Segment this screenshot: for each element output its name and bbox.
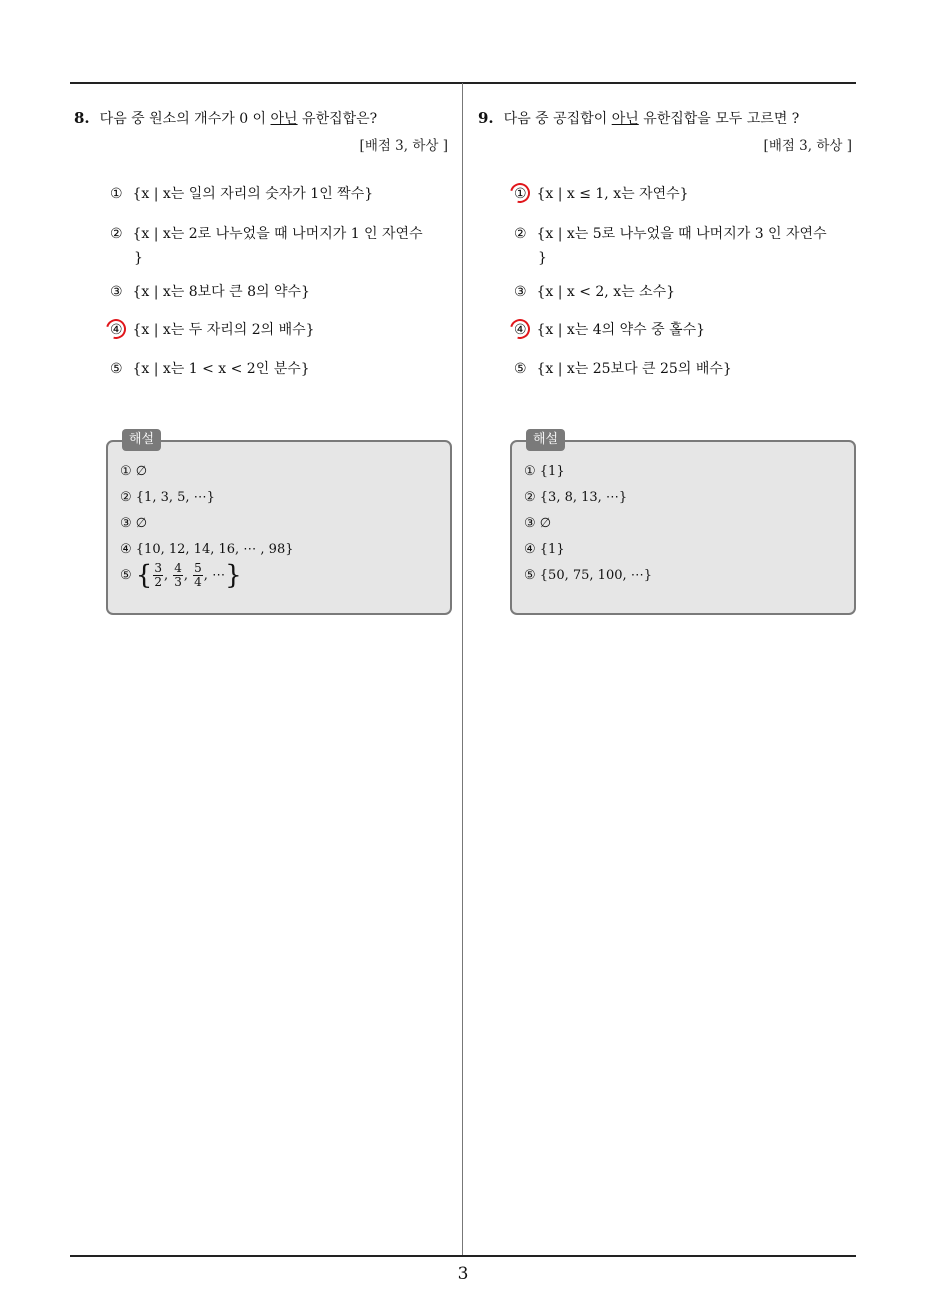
option-marker: ④ <box>110 322 123 338</box>
option-marker: ⑤ <box>110 361 123 377</box>
solution-box <box>106 432 452 615</box>
solution-line-5: ⑤ {50, 75, 100, ⋯} <box>524 568 653 583</box>
option-marker: ③ <box>514 284 527 300</box>
page-number: 3 <box>457 1264 469 1284</box>
fraction: $\frac{3}{2}$ <box>154 561 162 589</box>
solution-line-2: ② {1, 3, 5, ⋯} <box>120 490 215 505</box>
column-divider <box>462 83 463 1257</box>
option-marker: ⑤ <box>514 361 527 377</box>
solution-tag: 해설 <box>122 429 161 451</box>
option-text: {x | x ≤ 1, x는 자연수} <box>536 186 689 202</box>
answer-circle-mark <box>102 315 129 342</box>
option-2[interactable] <box>110 222 450 270</box>
question-number: 9. <box>478 109 494 127</box>
option-text: {x | x는 5로 나누었을 때 나머지가 3 인 자연수 <box>536 226 827 242</box>
solution-marker: ⑤ <box>120 568 132 583</box>
fraction: $\frac{5}{4}$ <box>194 561 202 589</box>
solution-line-1: ① ∅ <box>120 464 148 479</box>
option-3[interactable] <box>110 280 450 304</box>
option-text-continued: } <box>134 250 143 266</box>
option-text: {x | x는 두 자리의 2의 배수} <box>132 322 315 338</box>
option-marker: ② <box>110 226 123 242</box>
bottom-rule <box>70 1255 856 1257</box>
option-text: {x | x는 8보다 큰 8의 약수} <box>132 284 310 300</box>
option-text: {x | x < 2, x는 소수} <box>536 284 676 300</box>
option-3[interactable] <box>514 280 854 304</box>
option-4[interactable] <box>514 318 854 342</box>
solution-line-5: ⑤ { $\frac{3}{2}$ , $\frac{4}{3}$ , $\frac{5}{4}$ , ⋯} <box>120 560 242 591</box>
answer-circle-mark <box>506 179 533 206</box>
option-marker: ② <box>514 226 527 242</box>
option-5[interactable] <box>514 357 854 381</box>
solution-line-1: ① {1} <box>524 464 565 479</box>
option-text: {x | x는 일의 자리의 숫자가 1인 짝수} <box>132 186 374 202</box>
points-label: [배점 3, 하상 ] <box>359 138 448 154</box>
option-text: {x | x는 1 < x < 2인 분수} <box>132 361 310 377</box>
option-text-continued: } <box>538 250 547 266</box>
solution-line-2: ② {3, 8, 13, ⋯} <box>524 490 628 505</box>
option-2[interactable] <box>514 222 854 270</box>
option-1[interactable] <box>110 182 450 206</box>
option-marker: ③ <box>110 284 123 300</box>
option-5[interactable] <box>110 357 450 381</box>
option-marker: ① <box>110 186 123 202</box>
option-text: {x | x는 4의 약수 중 홀수} <box>536 322 706 338</box>
solution-line-4: ④ {10, 12, 14, 16, ⋯ , 98} <box>120 542 294 557</box>
option-text: {x | x는 2로 나누었을 때 나머지가 1 인 자연수 <box>132 226 423 242</box>
option-marker: ④ <box>514 322 527 338</box>
option-text: {x | x는 25보다 큰 25의 배수} <box>536 361 732 377</box>
solution-line-3: ③ ∅ <box>120 516 148 531</box>
fraction: $\frac{4}{3}$ <box>174 561 182 589</box>
answer-circle-mark <box>506 315 533 342</box>
option-4[interactable] <box>110 318 450 342</box>
points-label: [배점 3, 하상 ] <box>763 138 852 154</box>
top-rule <box>70 82 856 84</box>
solution-box <box>510 432 856 615</box>
question-9-prompt: 9. 다음 중 공집합이 아닌 유한집합을 모두 고르면 ? <box>478 109 800 127</box>
solution-line-4: ④ {1} <box>524 542 565 557</box>
solution-line-3: ③ ∅ <box>524 516 552 531</box>
question-8-prompt: 8. 다음 중 원소의 개수가 0 이 아닌 유한집합은? <box>74 109 378 127</box>
question-number: 8. <box>74 109 90 127</box>
solution-tag: 해설 <box>526 429 565 451</box>
option-1[interactable] <box>514 182 854 206</box>
option-marker: ① <box>514 186 527 202</box>
